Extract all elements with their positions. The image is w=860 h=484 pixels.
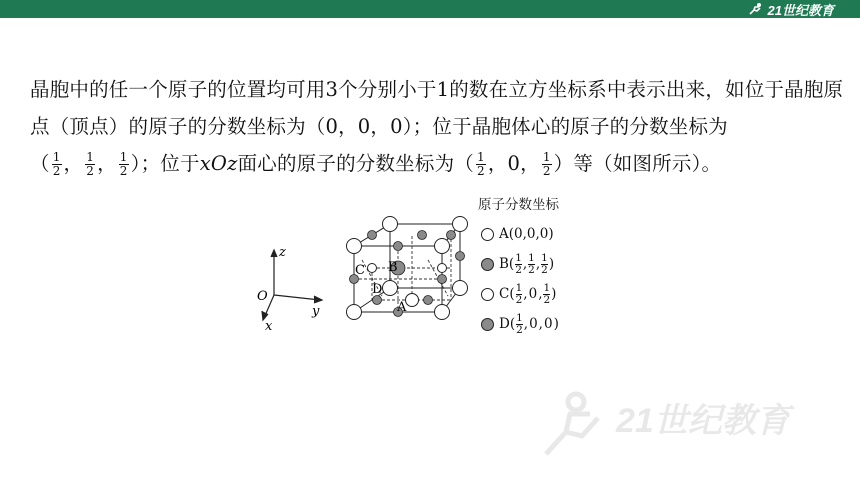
legend-label-a: A(0,0,0) <box>499 226 554 242</box>
axis-y-label: y <box>312 304 320 319</box>
filled-atom-icon <box>481 318 494 331</box>
top-bar <box>0 0 860 18</box>
logo-text: 21世纪教育 <box>767 2 834 18</box>
fraction-half-1: $\frac{1}{2}$ <box>52 150 61 178</box>
paragraph-text-2: ）；位于 <box>130 152 200 175</box>
xoz-plane: xOz <box>199 152 238 175</box>
fraction-half-2: $\frac{1}{2}$ <box>86 150 95 178</box>
legend-label-c: C( 1 2 , 0 , 1 2 ) <box>499 281 557 306</box>
axis-x-label: x <box>265 319 273 334</box>
fraction-half-3: $\frac{1}{2}$ <box>119 150 128 178</box>
paragraph-lparen: （ <box>30 152 50 175</box>
legend-label-d: D( 1 2 , 0 , 0 ) <box>499 311 559 336</box>
paragraph-text-1: 晶胞中的任一个原子的位置均可用3个分别小于1的数在立方坐标系中表示出来，如位于晶胞原点（顶点）的原子的分数坐标为（0，0，0）；位于晶胞体心的原子的分数坐标为 <box>30 78 844 138</box>
paragraph-comma: ， <box>63 152 84 175</box>
legend-row-a <box>475 219 615 249</box>
atom-label-d: D <box>372 282 383 297</box>
paragraph-comma: ， <box>97 152 117 175</box>
atom-label-b: B <box>388 260 398 275</box>
legend-title: 原子分数坐标 <box>478 197 559 213</box>
runner-logo-icon <box>748 2 764 16</box>
legend-row-c <box>475 279 615 309</box>
brand-logo <box>748 1 834 17</box>
coordinate-legend <box>475 193 615 339</box>
axis-z-label: z <box>279 245 286 260</box>
hollow-atom-icon <box>481 288 494 301</box>
atom-label-c: C <box>355 263 365 278</box>
paragraph-text-4: ）等（如图所示）。 <box>553 152 722 175</box>
fraction-half-5: $\frac{1}{2}$ <box>542 150 551 178</box>
body-paragraph <box>30 71 850 182</box>
filled-atom-icon <box>481 258 494 271</box>
axis-o-label: O <box>257 289 268 304</box>
hollow-atom-icon <box>481 228 494 241</box>
watermark-logo <box>538 384 838 464</box>
atom-label-a: A <box>397 300 407 315</box>
legend-row-d <box>475 309 615 339</box>
watermark-text: 21世纪教育 <box>616 402 790 440</box>
paragraph-zero: ，0， <box>487 152 540 175</box>
fraction-half-4: $\frac{1}{2}$ <box>476 150 485 178</box>
paragraph-text-3: 面心的原子的分数坐标为（ <box>237 152 474 175</box>
legend-row-b <box>475 249 615 279</box>
legend-label-b: B( 1 2 , 1 2 , 1 2 ) <box>499 251 555 276</box>
